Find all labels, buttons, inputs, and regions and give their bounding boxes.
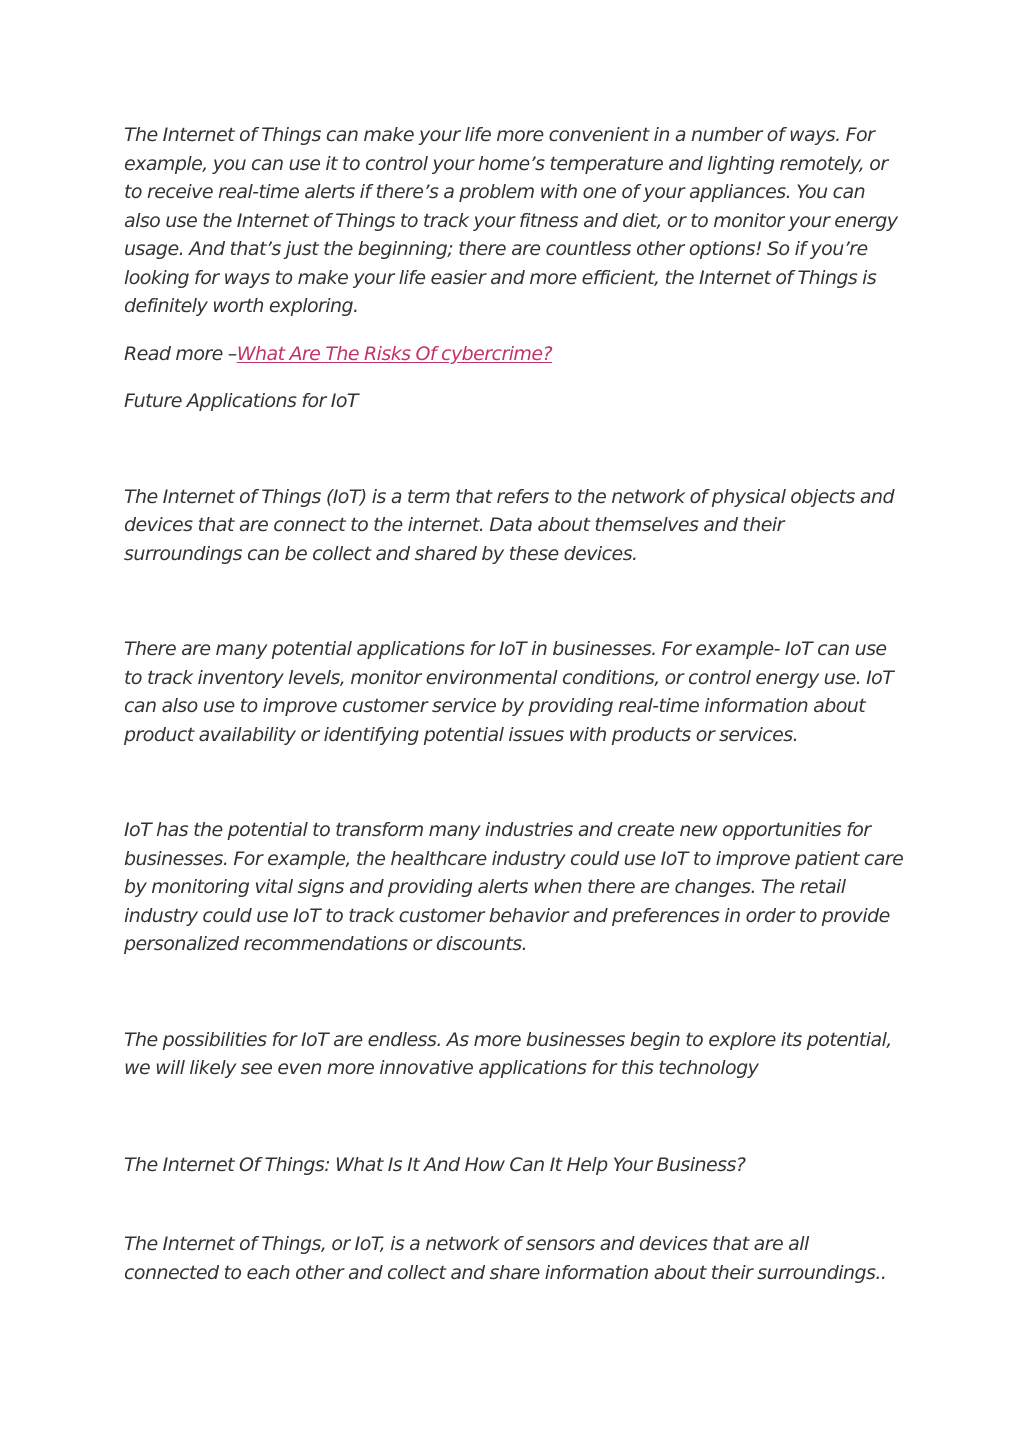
paragraph-iot-convenience: The Internet of Things can make your life more convenient in a number of ways. For example, you can use it to control your home’s temperature and lighting remotely, or to receive real-time alerts if there’s a problem with one of your appliances. You can also use the Internet of Things to track your fitness and diet, or to monitor your energy usage. And that’s just the beginning; there are countless other options! So if you’re looking for ways to make your life easier and more efficient, the Internet of Things is definitely worth exploring. — [124, 124, 898, 317]
paragraph-iot-definition: The Internet of Things (IoT) is a term that refers to the network of physical objects and devices that are connect to the internet. Data about themselves and their surroundings can be collect and shared by these devices. — [124, 485, 894, 565]
document-body — [124, 121, 904, 1287]
heading-iot-business: The Internet Of Things: What Is It And How Can It Help Your Business? — [124, 1153, 746, 1176]
paragraph-iot-business-applications: There are many potential applications for IoT in businesses. For example- IoT can use to track inventory levels, monitor environmental conditions, or control energy use. IoT can also use to improve customer service by providing real-time information about product availability or identifying potential issues with products or services. — [124, 638, 894, 746]
cybercrime-risks-link[interactable]: What Are The Risks Of cybercrime? — [236, 342, 553, 365]
read-more-prefix: Read more – — [124, 342, 237, 365]
paragraph-iot-network: The Internet of Things, or IoT, is a network of sensors and devices that are all connected to each other and collect and share information about their surroundings.. — [124, 1233, 887, 1284]
paragraph-iot-industries: IoT has the potential to transform many industries and create new opportunities for businesses. For example, the healthcare industry could use IoT to improve patient care by monitoring vital signs and providing alerts when there are changes. The retail industry could use IoT to track customer behavior and preferences in order to provide personalized recommendations or discounts. — [124, 819, 904, 955]
heading-future-applications: Future Applications for IoT — [124, 390, 358, 412]
read-more-line — [124, 340, 904, 369]
paragraph-iot-possibilities: The possibilities for IoT are endless. As more businesses begin to explore its potential, we will likely see even more innovative applications for this technology — [124, 1028, 892, 1079]
